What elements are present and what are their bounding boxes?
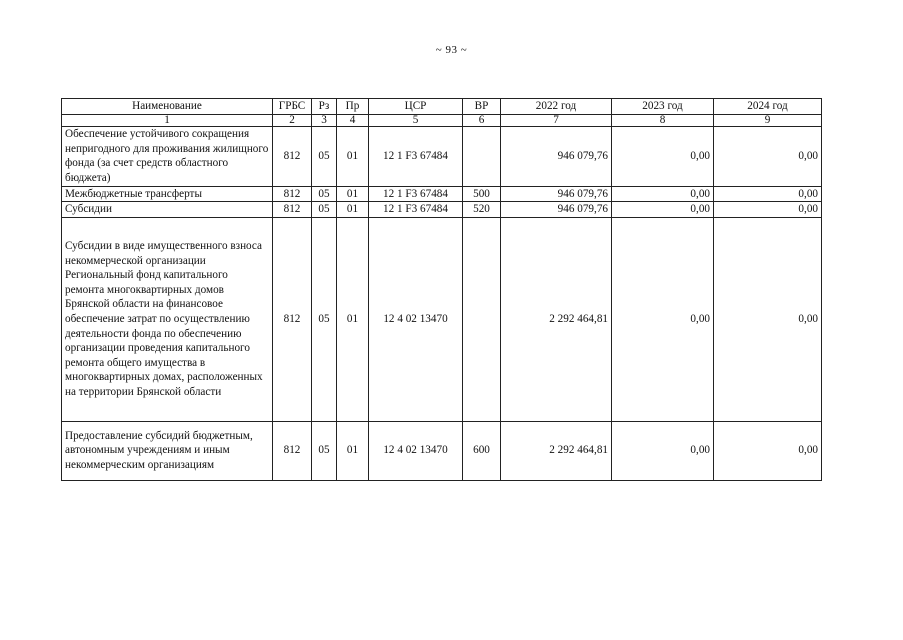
row-2024: 0,00	[714, 217, 822, 421]
header-name: Наименование	[62, 99, 273, 115]
header-2024: 2024 год	[714, 99, 822, 115]
row-rz: 05	[312, 202, 337, 218]
header-rz: Рз	[312, 99, 337, 115]
column-index: 2	[273, 114, 312, 126]
column-index: 1	[62, 114, 273, 126]
row-name: Межбюджетные трансферты	[62, 186, 273, 202]
row-csr: 12 4 02 13470	[369, 217, 463, 421]
row-2024: 0,00	[714, 421, 822, 480]
table-header-row	[62, 99, 822, 115]
row-2023: 0,00	[612, 217, 714, 421]
column-index: 7	[501, 114, 612, 126]
row-pr: 01	[337, 186, 369, 202]
row-2024: 0,00	[714, 126, 822, 186]
row-pr: 01	[337, 421, 369, 480]
header-csr: ЦСР	[369, 99, 463, 115]
table-row	[62, 421, 822, 480]
row-name: Субсидии	[62, 202, 273, 218]
row-rz: 05	[312, 421, 337, 480]
row-vr: 600	[463, 421, 501, 480]
column-index: 4	[337, 114, 369, 126]
row-vr	[463, 217, 501, 421]
table-index-row	[62, 114, 822, 126]
row-pr: 01	[337, 126, 369, 186]
column-index: 3	[312, 114, 337, 126]
row-pr: 01	[337, 202, 369, 218]
row-2022: 946 079,76	[501, 126, 612, 186]
row-2022: 2 292 464,81	[501, 421, 612, 480]
row-2024: 0,00	[714, 202, 822, 218]
header-2023: 2023 год	[612, 99, 714, 115]
row-vr: 520	[463, 202, 501, 218]
row-csr: 12 1 F3 67484	[369, 126, 463, 186]
row-2023: 0,00	[612, 421, 714, 480]
table-row	[62, 126, 822, 186]
header-vr: ВР	[463, 99, 501, 115]
header-grbs: ГРБС	[273, 99, 312, 115]
row-2023: 0,00	[612, 126, 714, 186]
row-grbs: 812	[273, 126, 312, 186]
row-grbs: 812	[273, 186, 312, 202]
column-index: 5	[369, 114, 463, 126]
row-vr	[463, 126, 501, 186]
row-2022: 946 079,76	[501, 186, 612, 202]
row-csr: 12 4 02 13470	[369, 421, 463, 480]
header-2022: 2022 год	[501, 99, 612, 115]
table-row	[62, 217, 822, 421]
table-row	[62, 202, 822, 218]
column-index: 9	[714, 114, 822, 126]
row-vr: 500	[463, 186, 501, 202]
column-index: 6	[463, 114, 501, 126]
row-rz: 05	[312, 217, 337, 421]
row-name: Обеспечение устойчивого сокращения непригодного для проживания жилищного фонда (за счет средств областного бюджета)	[62, 126, 273, 186]
budget-table	[61, 98, 822, 481]
row-2023: 0,00	[612, 186, 714, 202]
row-name: Предоставление субсидий бюджетным, автономным учреждениям и иным некоммерческим организациям	[62, 421, 273, 480]
row-grbs: 812	[273, 421, 312, 480]
page-number: ~ 93 ~	[435, 44, 468, 56]
row-2024: 0,00	[714, 186, 822, 202]
row-csr: 12 1 F3 67484	[369, 202, 463, 218]
row-rz: 05	[312, 186, 337, 202]
row-grbs: 812	[273, 217, 312, 421]
row-pr: 01	[337, 217, 369, 421]
row-name: Субсидии в виде имущественного взноса некоммерческой организации Региональный фонд капитального ремонта многоквартирных домов Брянской области на финансовое обеспечение затрат по осуществлению деятельности фонда по обеспечению организации проведения капитального ремонта общего имущества в многоквартирных домах, расположенных на территории Брянской области	[62, 217, 273, 421]
table-row	[62, 186, 822, 202]
row-rz: 05	[312, 126, 337, 186]
column-index: 8	[612, 114, 714, 126]
row-csr: 12 1 F3 67484	[369, 186, 463, 202]
row-2023: 0,00	[612, 202, 714, 218]
row-grbs: 812	[273, 202, 312, 218]
header-pr: Пр	[337, 99, 369, 115]
row-2022: 946 079,76	[501, 202, 612, 218]
row-2022: 2 292 464,81	[501, 217, 612, 421]
